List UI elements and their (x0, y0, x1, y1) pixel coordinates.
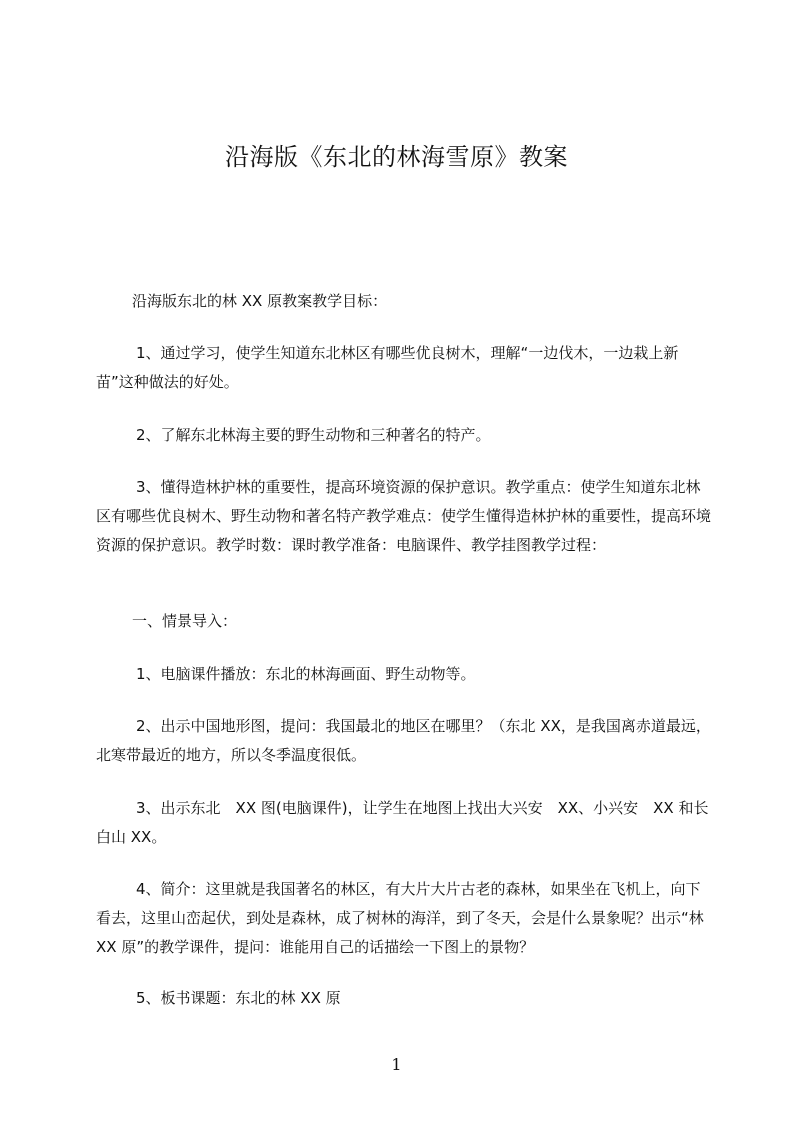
paragraph-step-2: 2、出示中国地形图，提问：我国最北的地区在哪里？（东北 XX，是我国离赤道最远，北寒带最近的地方，所以冬季温度很低。 (96, 717, 711, 764)
paragraph-step-3: 3、出示东北 XX 图(电脑课件)，让学生在地图上找出大兴安 XX、小兴安 XX 和长白山 XX。 (96, 799, 709, 846)
paragraph-objectives-intro: 沿海版东北的林 XX 原教案教学目标： (132, 292, 388, 310)
paragraph-step-4: 4、简介：这里就是我国著名的林区，有大片大片古老的森林，如果坐在飞机上，向下看去，这里山峦起伏，到处是森林，成了树林的海洋，到了冬天，会是什么景象呢？出示“林 XX 原”的教学课件，提问：谁能用自己的话描绘一下图上的景物？ (96, 880, 709, 956)
page-number: 1 (391, 1055, 402, 1074)
paragraph-objective-3: 3、懂得造林护林的重要性，提高环境资源的保护意识。教学重点：使学生知道东北林区有哪些优良树木、野生动物和著名特产教学难点：使学生懂得造林护林的重要性，提高环境资源的保护意识。教学时数：课时教学准备：电脑课件、教学挂图教学过程： (96, 478, 712, 554)
document-title: 沿海版《东北的林海雪原》教案 (225, 143, 568, 171)
paragraph-section-heading: 一、情景导入： (132, 612, 238, 630)
paragraph-step-1: 1、电脑课件播放：东北的林海画面、野生动物等。 (136, 665, 476, 683)
paragraph-objective-2: 2、了解东北林海主要的野生动物和三种著名的特产。 (136, 426, 491, 444)
paragraph-step-5: 5、板书课题：东北的林 XX 原 (136, 989, 341, 1007)
paragraph-objective-1: 1、通过学习，使学生知道东北林区有哪些优良树木，理解“一边伐木，一边栽上新苗”这种做法的好处。 (96, 344, 679, 391)
